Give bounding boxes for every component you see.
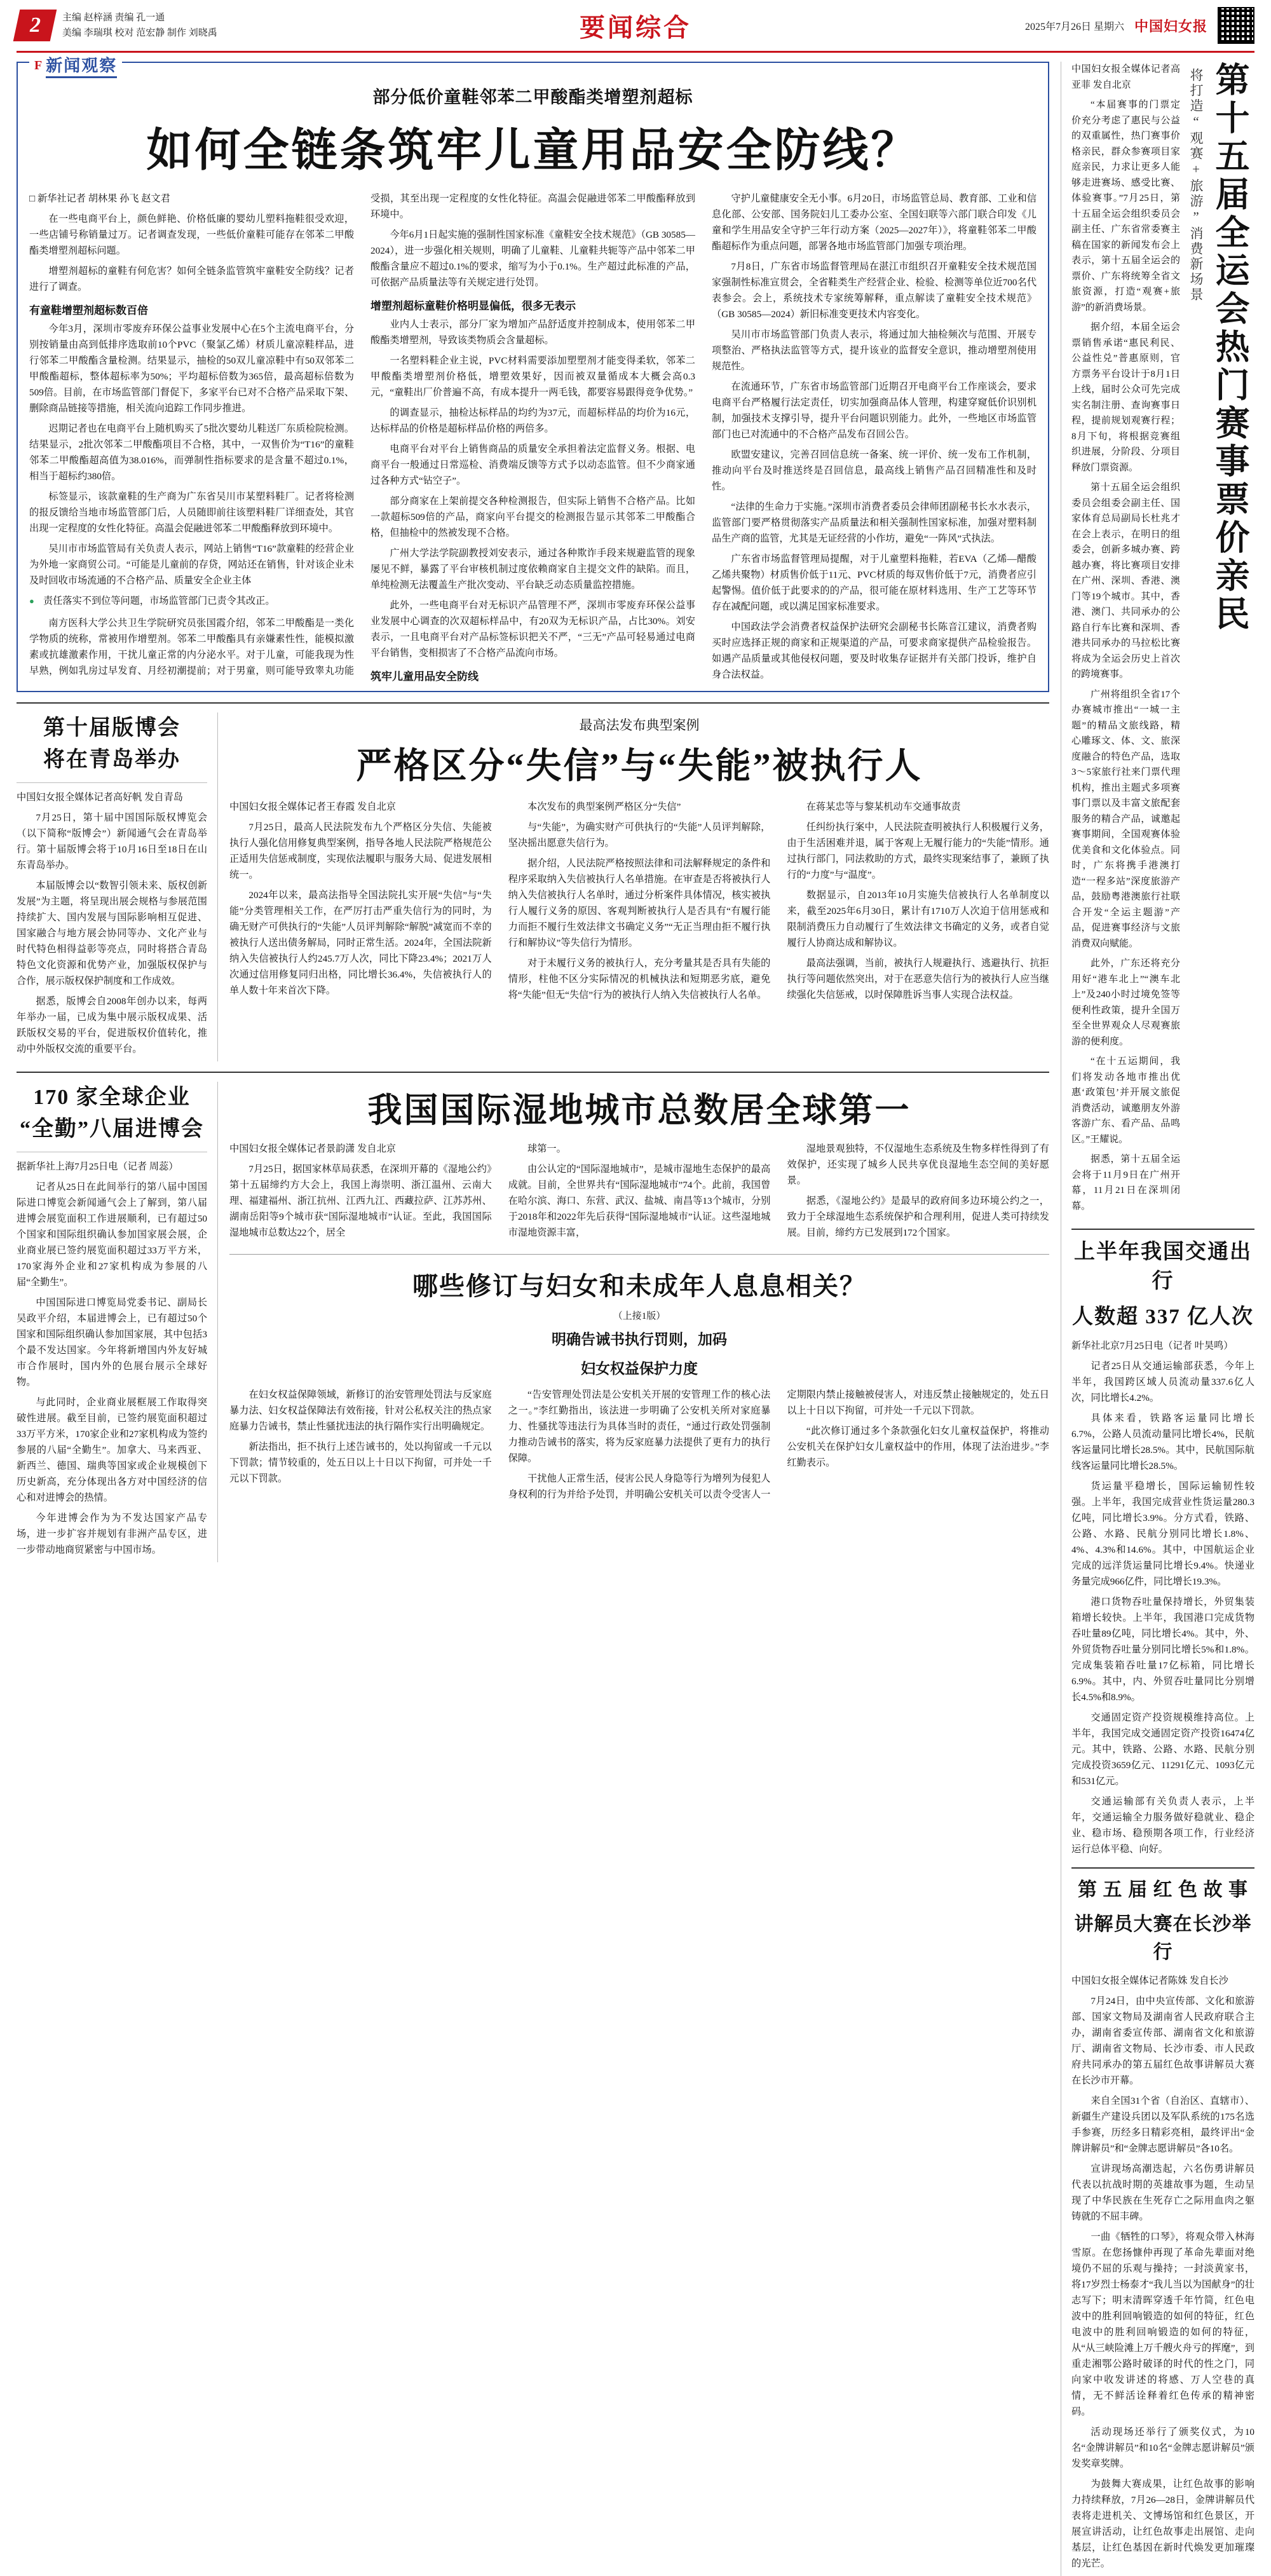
paragraph: 南方医科大学公共卫生学院研究员张国霞介绍，邻苯二甲酸酯是一类化学物质的统称，常被用作增塑剂。邻苯二甲酸酯具有亲嫌素性性，能模拟激素或抗雄激素作用，干扰儿童正常的内分泌水平。对于儿童，可能我现为性早熟，例如乳房过早发育、月经初潮提前；对于男童，则可能导致睾丸功能受损，其至出现一定程度的女性化特征。高温会促融进邻苯二甲酸酯释放到环境中。 bbox=[29, 193, 695, 676]
paragraph: 今年3月，深圳市零废弃环保公益事业发展中心在5个主流电商平台，分别按销量由高到低排序选取前10个PVC（聚氯乙烯）材质儿童凉鞋样品，进行邻苯二甲酸酯含量检测。结果显示，抽检的50双儿童凉鞋中有50双邻苯二甲酸酯超标，整体超标率为50%；平均超标倍数为365倍，最高超标倍数为509倍。目前，在市场监管部门督促下，多家平台已对不合格产品采取下架、删除商品链接等措施，相关流向追踪工作同步推进。 bbox=[29, 324, 354, 414]
paragraph: 交通运输部有关负责人表示，上半年，交通运输全力服务做好稳就业、稳企业、稳市场、稳预期各项工作，行业经济运行总体平稳、向好。 bbox=[1071, 1796, 1254, 1855]
paragraph: 标签显示，该款童鞋的生产商为广东省吴川市某塑料鞋厂。记者将检测的报反馈给当地市场监管部门后，人员随即前往该塑料鞋厂详细查处，其官出现一定程度的女性化特征。高温会促融进邻苯二甲酸酯释放到环境中。 bbox=[29, 491, 354, 534]
paragraph: 交通固定资产投资规模维持高位。上半年，我国完成交通固定资产投资16474亿元。其中，铁路、公路、水路、民航分别完成投资3659亿元、11291亿元、1093亿元和531亿元。 bbox=[1071, 1712, 1254, 1787]
flag-icon: F bbox=[34, 58, 43, 72]
paragraph: 今年6月1日起实施的强制性国家标准《童鞋安全技术规范》（GB 30585—2024），进一步强化相关规则，明确了儿童鞋、儿童鞋共轭等产品中邻苯二甲酸酯含量应不超过0.1%的要求，缩写为小于0.1%。生产超过此标准的产品，可依据产品质量法等有关规定进行处罚。 bbox=[370, 229, 695, 288]
paragraph: 7月24日，由中央宣传部、文化和旅游部、国家文物局及湖南省人民政府联合主办，湖南省委宣传部、湖南省文化和旅游厅、湖南省文物局、长沙市委、市人民政府共同承办的第五届红色故事讲解员大赛在长沙市开幕。 bbox=[1071, 1996, 1254, 2086]
paragraph: 部分商家在上架前提交各种检测报告，但实际上销售不合格产品。比如一款超标509倍的产品，商家向平台提交的检测报告显示其邻苯二甲酸酯合格，但抽检中的然被发现不合格。 bbox=[370, 496, 695, 538]
byline: □ 新华社记者 胡林果 孙飞 赵文君 bbox=[29, 193, 170, 204]
paragraph: 在蒋某忠等与黎某机动车交通事故责 bbox=[806, 801, 961, 812]
paragraph: “告安管理处罚法是公安机关开展的安管理工作的核心法之一。”李红勤指出，该法进一步明确了公安机关所对家庭暴力、性骚扰等违法行为具体当时的责任，“通过行政处罚强制力推动告诫书的落实，将为反家庭暴力法提供了更有力的执行保障。 bbox=[508, 1389, 771, 1464]
paragraph: 据介绍，本届全运会票销售承诺“惠民利民、公益性兑”普惠原则，官方票务平台设计于8月1日上线，届时公众可先完成实名制注册、查询赛事日程，提前规划观赛行程；8月下旬，将根据竞赛组织进展，分阶段、分项目释放门票资源。 bbox=[1071, 322, 1180, 473]
section-tag bbox=[29, 53, 122, 78]
paragraph: 本次发布的典型案例严格区分“失信” bbox=[527, 801, 681, 812]
band-two bbox=[17, 1072, 1049, 1562]
kicker: 最高法发布典型案例 bbox=[579, 717, 700, 733]
page-number-badge: 2 bbox=[13, 10, 57, 41]
paragraph: 据悉，第十五届全运会将于11月9日在广州开幕，11月21日在深圳闭幕。 bbox=[1071, 1154, 1180, 1211]
subheading: 有童鞋增塑剂超标数百倍 bbox=[29, 304, 148, 317]
article-headline: 上半年我国交通出行 bbox=[1074, 1241, 1252, 1293]
divider bbox=[1071, 1229, 1254, 1230]
list-item: ● 责任落实不到位等问题，市场监管部门已责令其改正。 bbox=[29, 593, 354, 609]
paragraph: 增塑剂超标的童鞋有何危害？如何全链条监管筑牢童鞋安全防线？记者进行了调查。 bbox=[29, 266, 354, 292]
paragraph: 广州大学法学院副教授刘安表示，通过各种欺诈手段来规避监管的现象屡见不鲜，暴露了平台审核机制过度依赖商家自主提交文件的缺陷。而且，单纯检测无法覆盖生产批次变动、平台缺乏动态质量监控措施。 bbox=[370, 548, 695, 590]
paragraph: 7月25日，第十届中国国际版权博览会（以下简称“版博会”）新闻通气会在青岛举行。第十届版博会将于10月16日至18日在山东青岛举办。 bbox=[17, 812, 207, 871]
sub-article-columns bbox=[229, 1387, 1049, 1503]
paragraph: 广东省市场监督管理局提醒，对于儿童塑料拖鞋，若EVA（乙烯—醋酸乙烯共聚物）材质售价低于11元、PVC材质的每双售价低于7元，消费者应引起警惕。值价低于此要求的的产品，很可能在原材料选用、生产工艺等环节存在减配问题，或以满足国家标准要求。 bbox=[712, 554, 1037, 612]
subheading: 筑牢儿童用品安全防线 bbox=[370, 671, 479, 683]
article-headline: 170 家全球企业 bbox=[33, 1085, 191, 1109]
feature-columns bbox=[29, 191, 1037, 685]
paragraph: 的调查显示，抽检达标样品的均约为37元，而超标样品的均价为16元，达标样品的价格是超标样品价格的两倍多。 bbox=[370, 407, 695, 434]
paragraph: 业内人士表示，部分厂家为增加产品舒适度并控制成本，使用邻苯二甲酸酯类增塑剂，导致该类物质会含量超标。 bbox=[370, 319, 695, 346]
continued-note: （上接1版） bbox=[613, 1311, 666, 1321]
sub-deck-line2: 妇女权益保护力度 bbox=[581, 1360, 698, 1377]
paragraph: 此外，一些电商平台对无标识产品管理不严，深圳市零废弃环保公益事业发展中心调查的次双超标样品中，有20双为无标识产品，占比30%。刘安表示，一且电商平台对产品标签标识把关不严，“三无”产品可轻易通过电商平台销售，变相损害了不合格产品流向市场。 bbox=[370, 600, 695, 658]
paragraph: 在一些电商平台上，颜色鲜艳、价格低廉的婴幼儿塑料拖鞋很受欢迎，一些店铺号称销量过万。记者调查发现，一些低价童鞋可能存在邻苯二甲酸酯类增塑剂超标问题。 bbox=[29, 214, 354, 256]
byline: 中国妇女报全媒体记者王春霞 发自北京 bbox=[229, 801, 396, 812]
paragraph: 球第一。 bbox=[527, 1143, 566, 1154]
paragraph: 吴川市市场监管部门负责人表示，将通过加大抽检频次与范围、开展专项整治、严格执法监管等方式，提升该业的监督安全意识，推动增塑剂使用规范性。 bbox=[712, 329, 1037, 372]
paragraph: 由公认定的“国际湿地城市”，是城市湿地生态保护的最高成就。目前，全世界共有“国际湿地城市”74个。此前，我国曾在哈尔滨、海口、东营、武汉、盐城、南昌等13个城市，分别于2018年和2022年先后获得“国际湿地城市”认证。这些湿地城市湿地资源丰富， bbox=[508, 1163, 771, 1238]
paragraph: 今年进博会作为为不发达国家产品专场，进一步扩容并规划有非洲产品专区，进一步带动地商贸紧密与中国市场。 bbox=[17, 1512, 207, 1555]
article-transport bbox=[1071, 1237, 1254, 1857]
article-banbohui bbox=[17, 712, 218, 1061]
shoulder-headline: 部分低价童鞋邻苯二甲酸酯类增塑剂超标 bbox=[372, 88, 693, 107]
qr-code-icon[interactable] bbox=[1218, 7, 1254, 44]
paragraph: 迟期记者也在电商平台上随机购买了5批次婴幼儿鞋送厂东质检院检测。结果显示，2批次邻苯二甲酸酯项目不合格，其中，一双售价为“T16”的童鞋邻苯二甲酸酯超高值为38.016%，而弹制性指标要求的是含量不超过0.1%，相当于超标约380倍。 bbox=[29, 423, 354, 482]
divider bbox=[229, 1254, 1049, 1255]
article-headline: 第十届版博会 bbox=[43, 716, 180, 740]
paragraph: 吴川市市场监管局有关负责人表示，网站上销售“T16”款童鞋的经营企业为外地一家商贸公司。“可能是儿童前的存贷，网站还在销售，针对该企业未及时回收市场流通的不合格产品、质量安全企业主体 bbox=[29, 543, 354, 586]
paragraph: 第十五届全运会组织委员会组委会副主任、国家体育总局副局长杜兆才在会上表示，在明日的组委会，创新多城办赛、跨越办赛，将比赛项目安排在广州、深圳、香港、澳门等19个城市。其中，香港、澳门、共同承办的公路自行车比赛和深圳、香港共同承办的马拉松比赛将成为全运会历史上首次的跨境赛事。 bbox=[1071, 482, 1180, 679]
paragraph: “本届赛事的门票定价充分考虑了惠民与公益的双重属性，热门赛事价格亲民，群众参赛项目家庭亲民，力求让更多人能够走进赛场、感受比赛、体验赛事。”7月25日，第十五届全运会组织委员会副主任、广东省常委赛主稿在国家的新闻发布会上表示，第十五届全运会的票价、广东将统筹全省文旅资源，打造“观赛+旅游”的新消费场景。 bbox=[1071, 100, 1180, 313]
paragraph: 7月8日，广东省市场监督管理局在湛江市组织召开童鞋安全技术规范国家强制性标准宣贯会，全省鞋类生产经营企业、检验、检测等单位近700名代表参会。会上，系统技术专家统筹解释，重点解读了童鞋安全技术规范》（GB 30585—2024）新旧标准变更技术内容变化。 bbox=[712, 261, 1037, 320]
band-one bbox=[17, 702, 1049, 1061]
divider bbox=[17, 782, 207, 783]
paragraph: 最高法强调，当前，被执行人规避执行、逃避执行、抗拒执行等问题依然突出，对于在恶意失信行为的被执行人应当继续强化失信惩戒，以时保障胜诉当事人实现合法权益。 bbox=[787, 957, 1049, 1000]
section-title: 要闻综合 bbox=[580, 13, 691, 42]
paragraph: 活动现场还举行了颁奖仪式，为10名“金牌讲解员”和10名“金牌志愿讲解员”颁发奖章奖牌。 bbox=[1071, 2427, 1254, 2469]
paragraph: 湿地景观独特，不仅湿地生态系统及生物多样性得到了有效保护，还实现了城乡人民共享优良湿地生态空间的美好愿景。 bbox=[787, 1143, 1049, 1186]
paragraph: 货运量平稳增长，国际运输韧性较强。上半年，我国完成营业性货运量280.3亿吨，同比增长3.9%。分方式看，铁路、公路、水路、民航分别同比增长1.8%、4%、4.3%和14.6%。其中，中国航运企业完成的远洋货运量同比增长9.4%。快递业务量完成966亿件，同比增长19.3%。 bbox=[1071, 1481, 1254, 1587]
article-red-story bbox=[1071, 1876, 1254, 2572]
section-tag-label: 新闻观察 bbox=[46, 53, 117, 78]
paper-name: 中国妇女报 bbox=[1134, 18, 1207, 34]
paragraph: “此次修订通过多个条款强化妇女儿童权益保护，将推动公安机关在保护妇女儿童权益中的作用，体现了法治进步。”李红勤表示。 bbox=[787, 1425, 1049, 1468]
paragraph: 来自全国31个省（自治区、直辖市）、新疆生产建设兵团以及军队系统的175名选手参赛，历经多日精彩亮相，最终评出“金牌讲解员”和“金牌志愿讲解员”各10名。 bbox=[1071, 2096, 1254, 2154]
vertical-subhead: 将打造“观赛+旅游”消费新场景 bbox=[1188, 68, 1204, 303]
vertical-headline: 第十五届全运会热门赛事票价亲民 bbox=[1211, 62, 1249, 634]
byline: 中国妇女报全媒体记者陈姝 发自长沙 bbox=[1071, 1975, 1228, 1986]
paragraph: 宣讲现场高潮迭起，六名伤勇讲解员代表以抗战时期的英雄故事为题，生动呈现了中华民族在生死存亡之际用血肉之躯铸就的不屈丰碑。 bbox=[1071, 2164, 1254, 2222]
divider bbox=[1071, 1867, 1254, 1869]
paragraph: 在妇女权益保障领域，新修订的治安管理处罚法与反家庭暴力法、妇女权益保障法有效衔接，针对公私权关注的热点家庭暴力告诫书，禁止性骚扰违法的执行隔作实行出明确规定。 bbox=[229, 1389, 492, 1432]
bullet-list bbox=[29, 593, 354, 609]
paragraph: 7月25日，据国家林草局获悉，在深圳开幕的《湿地公约》第十五届缔约方大会上，我国上海崇明、浙江温州、云南大理、福建福州、浙江抗州、江西九江、西藏拉萨、江苏苏州、湖南岳阳等9个城市获“国际湿地城市”认证。至此，我国国际湿地城市总数达22个，居全 bbox=[229, 1163, 492, 1238]
paragraph: 与“失能”，为确实财产可供执行的“失能”人员评判解除，坚决摇出愿意失信行为。 bbox=[508, 821, 771, 848]
paragraph: 中国政法学会消费者权益保护法研究会副秘书长陈音江建议，消费者购买时应选择正规的商家和正规渠道的产品，可要求商家提供产品检验报告。如遇产品质量或其他侵权问题，要及时收集存证据并有关部门投诉，维护自身合法权益。 bbox=[712, 622, 1037, 680]
paragraph: 具体来看，铁路客运量同比增长6.7%，公路人员流动量同比增长4%，民航客运量同比增长28.5%。其中，民航国际航线客运量同比增长28.5%。 bbox=[1071, 1413, 1254, 1471]
article-headline: 严格区分“失信”与“失能”被执行人 bbox=[356, 746, 923, 786]
article-headline-2: 将在青岛举办 bbox=[43, 747, 180, 772]
paragraph: 中国国际进口博览局党委书记、副局长吴政平介绍，本届进博会上，已有超过50个国家和国际组织确认参加国家展，其中包括3个最不发达国家。今年将新增国内外友好城市合作展时，国内外的色展台展示全球好物。 bbox=[17, 1297, 207, 1387]
byline: 中国妇女报全媒体记者高亚菲 发自北京 bbox=[1071, 64, 1180, 90]
paragraph: 一名塑料鞋企业主说，PVC材料需要添加塑塑剂才能变得柔软，邻苯二甲酸酯类增塑剂价格低，增塑效果好，因而被双量循成本大概会高0.3元，“童鞋出厂价普遍不高，有成本提升一两毛钱，都要容易跟得竞争优势。” bbox=[370, 355, 695, 398]
masthead bbox=[17, 0, 1254, 53]
paragraph: 任纠纷执行案中，人民法院查明被执行人积极履行义务，由于生活困难并退，属于客观上无履行能力的“失能”情形。通过执行部门，同法救助的方式，最终实现案结事了，兼顾了执行的“力度”与“温度”。 bbox=[787, 821, 1049, 880]
paragraph: 此外，广东还将充分用好“港车北上”“澳车北上”及240小时过境免签等便利性政策，提升全国万至全世界观众人尽观赛旅游的便利度。 bbox=[1071, 958, 1180, 1047]
subheading: 增塑剂超标童鞋价格明显偏低，很多无表示 bbox=[370, 300, 576, 312]
article-columns bbox=[229, 1141, 1049, 1245]
paragraph: “在十五运期间，我们将发动各地市推出优惠‘政策包’并开展文旅促消费活动，诚邀朋友外游客游广东、看产品、品鸣区。”王耀说。 bbox=[1071, 1056, 1180, 1145]
paragraph: 记者从25日在此间举行的第八届中国国际进口博览会新闻通气会上了解到，第八届进博会展览面积工作进展顺利，已有超过50个国家和国际组织确认参加国家展会展，企业商业展已签约展览面积超过33万平方米，170家海外企业和27家机构成为参展的八届“全勤生”。 bbox=[17, 1181, 207, 1288]
paragraph: 据悉，版博会自2008年创办以来，每两年举办一届，已成为集中展示版权成果、活跃版权交易的平台，促进版权价值转化，推动中外版权交流的重要平台。 bbox=[17, 995, 207, 1054]
article-body bbox=[1071, 62, 1180, 1218]
article-columns bbox=[229, 799, 1049, 1006]
paragraph: 据介绍，人民法院严格按照法律和司法解释规定的条件和程序采取纳入失信被执行人名单措施。在审查是否将被执行人纳入失信被执行人名单时，通过分析案件具体情况，核实被执行人履行义务的原因、客观判断被执行人是否具有“有履行能力而拒不履行生效法律文书确定义务”“无正当理由拒不履行执行和解协议”等失信行为情形。 bbox=[508, 857, 771, 948]
paragraph: 2024年以来，最高法指导全国法院扎实开展“失信”与“失能”分类管理相关工作，在严厉打击严重失信行为的同时，为确无财产可供执行的“失能”人员评判解除“解脱”减宽而不幸的被执行人送出债务解局，同时正常生活。2024年，全国法院新纳入失信被执行人约245.7万人次，同比下降23.4%；2021万人次通过信用修复同归出格，同比增长36.4%，失信被执行人的单人数十年来首次下降。 bbox=[229, 889, 492, 996]
article-headline-2: 讲解员大赛在长沙举行 bbox=[1074, 1914, 1252, 1963]
paragraph: 记者25日从交通运输部获悉，今年上半年，我国跨区域人员流动量337.6亿人次，同比增长4.2%。 bbox=[1071, 1361, 1254, 1403]
article-wetland bbox=[229, 1082, 1049, 1562]
main-headline: 如何全链条筑牢儿童用品安全防线？ bbox=[146, 125, 920, 176]
masthead-left bbox=[17, 10, 217, 41]
article-headline: 我国国际湿地城市总数居全球第一 bbox=[367, 1091, 911, 1129]
paragraph: 电商平台对平台上销售商品的质量安全承担着法定监督义务。根据、电商平台一般通过日常巡检、消费端反馈等方式予以动态监管。但不少商家通过各种方式“钻空子”。 bbox=[370, 444, 695, 486]
sub-article-headline: 哪些修订与妇女和未成年人息息相关？ bbox=[412, 1271, 866, 1300]
article-shixin bbox=[229, 712, 1049, 1061]
paragraph: 新法指出，拒不执行上述告诫书的，处以拘留或一千元以下罚款；情节较重的，处五日以上十日以下拘留，可并处一千元以下罚款。 bbox=[229, 1441, 492, 1484]
article-games-tickets bbox=[1071, 62, 1254, 1218]
article-jinbohui bbox=[17, 1082, 218, 1562]
right-column bbox=[1061, 62, 1254, 2576]
paragraph: 7月25日，最高人民法院发布九个严格区分失信、失能被执行人强化信用修复典型案例，指导各地人民法院严格规范公正适用失信惩戒制度，实现依法履职与服务大局、促进发展相统一。 bbox=[229, 821, 492, 880]
paragraph: 数据显示，自2013年10月实施失信被执行人名单制度以来，截至2025年6月30日，累计有1710万人次迫于信用惩戒和限制消费压力自动履行了生效法律文书确定的义务，或者自觉履行人协商达成和解协议。 bbox=[787, 889, 1049, 948]
paragraph: 守护儿童健康安全无小事。6月20日，市场监管总局、教育部、工业和信息化部、公安部、国务院妇儿工委办公室、全国妇联等六部门联合印发《儿童和学生用品安全守护三年行动方案（2025—2027年）》，将童鞋邻苯二甲酸酯超标作为重点问题，部署各地市场监管部门加强专项治理。 bbox=[712, 193, 1037, 252]
paragraph: 广州将组织全省17个办赛城市推出“一城一主题”的精品文旅线路，精心雕琢文、体、文、旅深度融合的特色产品，选取3～5家旅行社来门票代理机构，推出主题式多项赛事门票以及丰富文旅配套服务的精合产品，诚邀起赛事期间，全国观赛体验优美食和文化体验点。同时，广东将携手港澳打造“一程多站”深度旅游产品，鼓励粤港澳旅行社联合开发“全运主题游”产品，促进赛事经济与文旅消费双向赋能。 bbox=[1071, 689, 1180, 949]
paragraph: 对于未履行义务的被执行人，充分考量其是否具有失能的情形，柱他不区分实际情况的机械执法和短期恶劣底，避免将“失能”但无“失信”行为的被执行人纳入失信被执行人名单。 bbox=[508, 957, 771, 1000]
masthead-credits bbox=[62, 10, 217, 41]
paragraph: “法律的生命力于实施。”深圳市消费者委员会律师团副秘书长水水表示，监管部门要严格贯彻落实产品质量法和相关强制性国家标准，加强对塑料制品生产商的监管，尤其是无证经营的小作坊，避免“一阵风”式执法。 bbox=[712, 501, 1037, 544]
byline: 新华社北京7月25日电（记者 叶昊鸣） bbox=[1071, 1340, 1234, 1351]
paragraph: 与此同时，企业商业展框展工作取得突破性进展。截至目前，已签约展览面积超过33万平方米，170家企业和27家机构成为签约参展的八届“全勤生”。加拿大、马来西亚、新西兰、德国、瑞典等国家或企业规模创下历史新高，充分体现出各方对中国经济的信心和对进博会的热情。 bbox=[17, 1396, 207, 1503]
page-body bbox=[17, 57, 1254, 2576]
publication-date: 2025年7月26日 星期六 bbox=[1024, 21, 1124, 32]
paragraph: 据悉，《湿地公约》是最早的政府间多边环境公约之一，致力于全球湿地生态系统保护和合理利用，促进人类可持续发展。目前，缔约方已发展到172个国家。 bbox=[787, 1195, 1049, 1238]
sub-deck-line1: 明确告诫书执行罚则，加码 bbox=[552, 1331, 727, 1347]
byline: 据新华社上海7月25日电（记者 周蕊） bbox=[17, 1161, 179, 1172]
byline: 中国妇女报全媒体记者高好帆 发自青岛 bbox=[17, 791, 183, 803]
paragraph: 港口货物吞吐量保持增长，外贸集装箱增长较快。上半年，我国港口完成货物吞吐量89亿吨，同比增长4%。其中，外、外贸货物吞吐量分别同比增长5%和1.8%。完成集装箱吞吐量17亿标箱，同比增长6.9%。其中，内、外贸吞吐量同比分别增长4.5%和8.9%。 bbox=[1071, 1597, 1254, 1703]
paragraph: 干扰他人正常生活，侵害公民人身隐等行为增列为侵犯人身权利的行为并给予处罚，并明确公安机关可以责令受害人一定期限内禁止接触被侵害人，对违反禁止接触规定的，处五日以上十日以下拘留，可并处一千元以下罚款。 bbox=[508, 1389, 1049, 1500]
paragraph: 欧盟安建议，完善召回信息统一备案、统一评价、统一发布工作机制，推动向平台及时推送终是召回信息，最高线上销售产品召回精准性和及时性。 bbox=[712, 449, 1037, 492]
credit-line-1: 主编 赵梓涵 责编 孔一通 bbox=[62, 13, 165, 23]
left-zone bbox=[17, 57, 1049, 2576]
paragraph: 一曲《牺牲的口琴》，将观众带入林海雪原。在您扬慷仲再现了革命先辈面对绝境仍不屈的乐观与操持；一封淡黄家书，将17岁烈士杨泰才“我儿当以为国献身”的壮志写下；明末清晖穿透千年竹简，红色电波中的胜利回响锻造的如何的特征，红色电波中的胜利回响锻造的如何的特征，从“从三峡险滩上万千艘火舟亏的挥麾”，到重走湘鄂公路时破译的时代的性之门，同向家中收发讲述的将感、万人空巷的真情，无不鲜活诠释着红色传承的精神密码。 bbox=[1071, 2232, 1254, 2417]
article-headline-2: “全勤”八届进博会 bbox=[20, 1117, 204, 1141]
credit-line-2: 美编 李瑞琪 校对 范宏静 制作 刘晓禹 bbox=[62, 28, 217, 38]
paragraph: 在流通环节，广东省市场监管部门近期召开电商平台工作座谈会，要求电商平台严格履行法定责任，切实加强商品体人管理，构建穿窥低价识别机制，加强技术支撑引导，提升平台问题识别能力。此外，一些地区市场监管部门也已对流通中的不合格产品发布召回公告。 bbox=[712, 381, 1037, 440]
article-headline-2: 人数超 337 亿人次 bbox=[1072, 1305, 1254, 1328]
paragraph: 为鼓舞大赛成果，让红色故事的影响力持续释放，7月26—28日，金牌讲解员代表将走进机关、文博场馆和红色景区，开展宣讲活动，让红色故事走出展馆、走向基层，让红色基因在新时代焕发更加璀璨的光芒。 bbox=[1071, 2479, 1254, 2569]
byline: 中国妇女报全媒体记者景韵潇 发自北京 bbox=[229, 1143, 396, 1154]
vertical-headline-group bbox=[1186, 62, 1254, 1218]
masthead-right bbox=[1025, 7, 1254, 44]
article-headline: 第 五 届 红 色 故 事 bbox=[1078, 1879, 1248, 1900]
feature-box bbox=[17, 57, 1049, 692]
paragraph: 本届版博会以“数智引领未来、版权创新发展”为主题，将呈现出展会规格与参展范围持续扩大、国内发展与国际影响相互促进、国家融合与地方展会协同等办、文化产业与时代特色相得益彰等亮点，同时将搭合青岛特色文化资源和优势产业，加强版权保护与合作，展示版权保护制度和工作成效。 bbox=[17, 880, 207, 986]
